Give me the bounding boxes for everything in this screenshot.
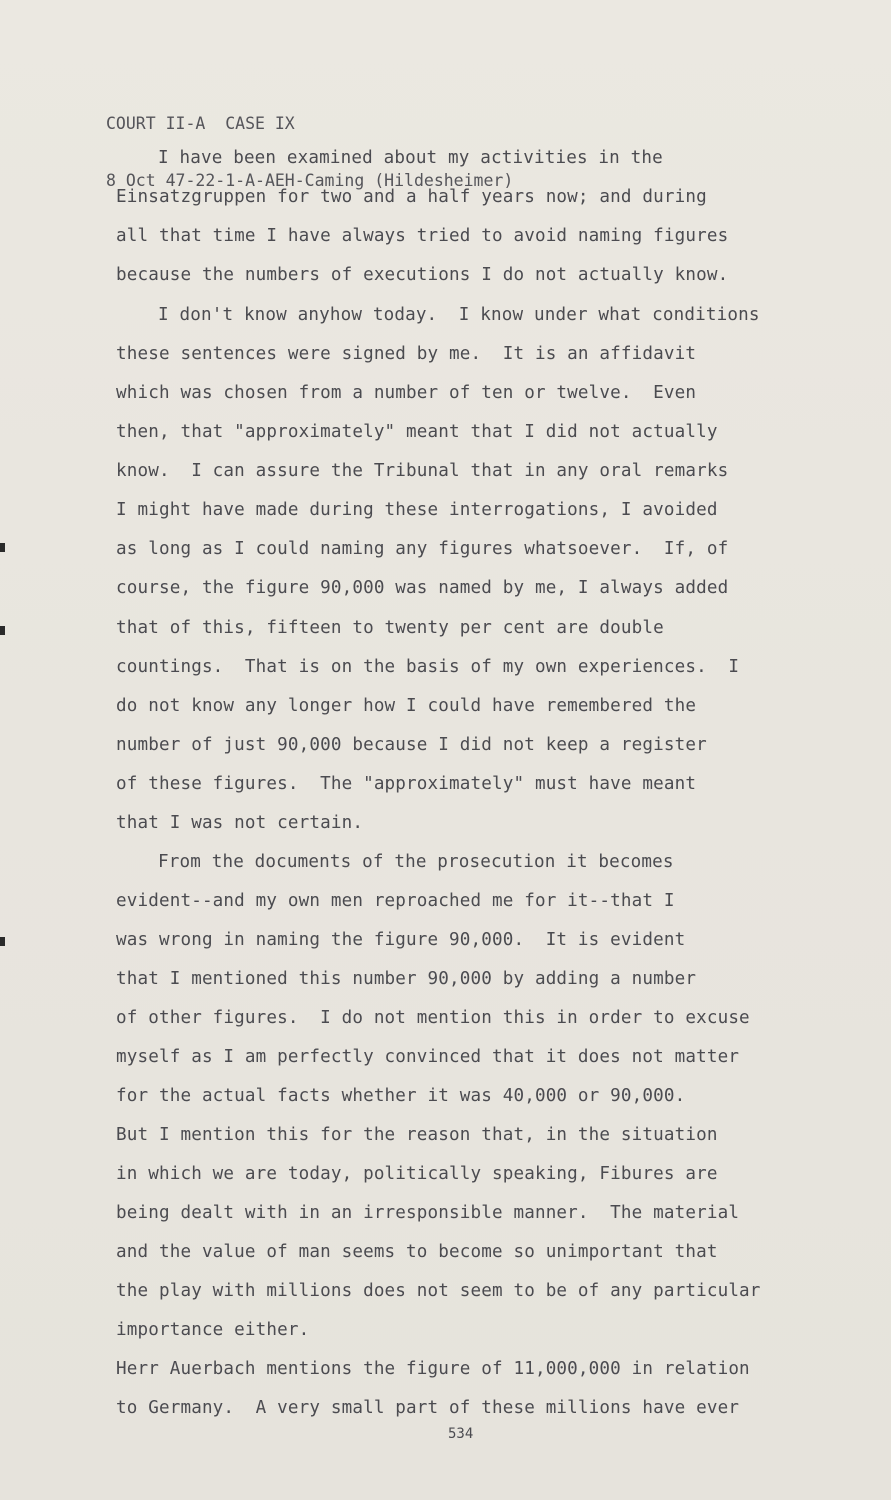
text-line: which was chosen from a number of ten or twelve. Even bbox=[116, 383, 697, 403]
text-line: that I mentioned this number 90,000 by adding a number bbox=[116, 969, 697, 989]
text-line: course, the figure 90,000 was named by me, I always added bbox=[116, 578, 729, 598]
text-line: From the documents of the prosecution it becomes bbox=[158, 852, 674, 872]
binding-hole-mark bbox=[0, 543, 5, 552]
text-line: Einsatzgruppen for two and a half years now; and during bbox=[116, 187, 707, 207]
text-line: importance either. bbox=[116, 1320, 310, 1340]
header-session-info: 8 Oct 47-22-1-A-AEH-Caming (Hildesheimer) bbox=[106, 171, 514, 190]
text-line: of these figures. The "approximately" must have meant bbox=[116, 774, 697, 794]
text-line: being dealt with in an irresponsible manner. The material bbox=[116, 1203, 740, 1223]
text-line: number of just 90,000 because I did not keep a register bbox=[116, 735, 707, 755]
text-line: countings. That is on the basis of my own experiences. I bbox=[116, 657, 740, 677]
text-line: for the actual facts whether it was 40,000 or 90,000. bbox=[116, 1086, 686, 1106]
text-line: But I mention this for the reason that, in the situation bbox=[116, 1125, 718, 1145]
text-line: know. I can assure the Tribunal that in any oral remarks bbox=[116, 461, 729, 481]
text-line: was wrong in naming the figure 90,000. It is evident bbox=[116, 930, 686, 950]
text-line: myself as I am perfectly convinced that it does not matter bbox=[116, 1047, 740, 1067]
text-line: that of this, fifteen to twenty per cent are double bbox=[116, 618, 664, 638]
text-line: the play with millions does not seem to be of any particular bbox=[116, 1281, 761, 1301]
text-line: then, that "approximately" meant that I did not actually bbox=[116, 422, 718, 442]
text-line: as long as I could naming any figures whatsoever. If, of bbox=[116, 539, 729, 559]
text-line: Herr Auerbach mentions the figure of 11,000,000 in relation bbox=[116, 1359, 750, 1379]
header-court-case: COURT II-A CASE IX bbox=[106, 114, 295, 133]
text-line: I don't know anyhow today. I know under what conditions bbox=[158, 305, 760, 325]
binding-hole-mark bbox=[0, 937, 5, 946]
text-line: I have been examined about my activities in the bbox=[158, 148, 663, 168]
binding-hole-mark bbox=[0, 626, 5, 635]
text-line: to Germany. A very small part of these millions have ever bbox=[116, 1398, 740, 1418]
text-line: all that time I have always tried to avoid naming figures bbox=[116, 226, 729, 246]
text-line: that I was not certain. bbox=[116, 813, 364, 833]
text-line: because the numbers of executions I do not actually know. bbox=[116, 265, 729, 285]
text-line: these sentences were signed by me. It is an affidavit bbox=[116, 344, 697, 364]
text-line: of other figures. I do not mention this in order to excuse bbox=[116, 1008, 750, 1028]
text-line: and the value of man seems to become so unimportant that bbox=[116, 1242, 718, 1262]
page-number: 534 bbox=[448, 1426, 474, 1442]
text-line: I might have made during these interrogations, I avoided bbox=[116, 500, 718, 520]
text-line: do not know any longer how I could have remembered the bbox=[116, 696, 697, 716]
text-line: in which we are today, politically speaking, Fibures are bbox=[116, 1164, 718, 1184]
text-line: evident--and my own men reproached me for it--that I bbox=[116, 891, 675, 911]
